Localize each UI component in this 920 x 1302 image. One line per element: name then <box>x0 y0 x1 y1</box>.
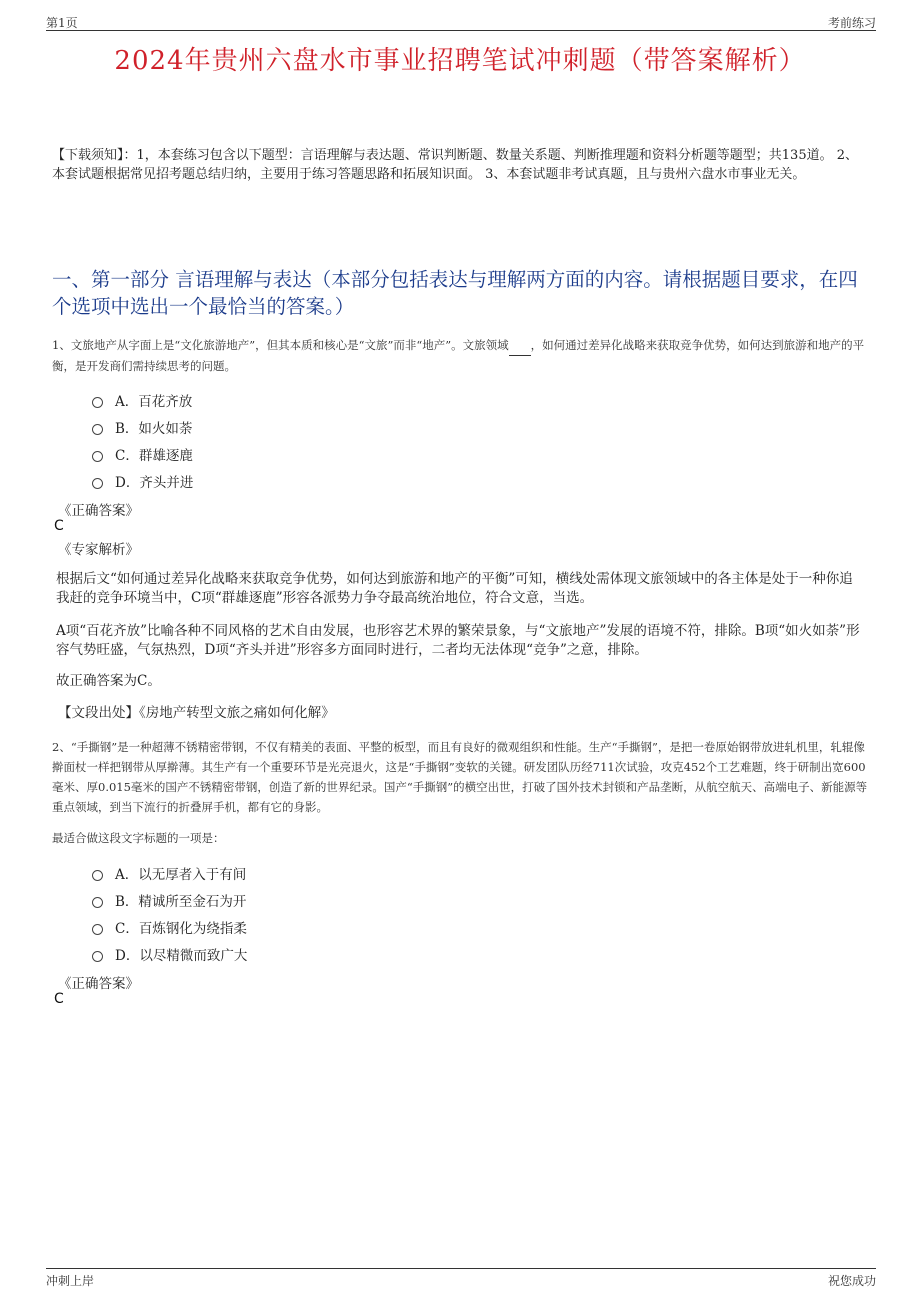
option-label: C．百炼钢化为绕指柔 <box>115 920 247 937</box>
section-heading: 一、第一部分 言语理解与表达（本部分包括表达与理解两方面的内容。请根据题目要求，在四个选项中选出一个最恰当的答案。） <box>52 268 858 318</box>
radio-icon[interactable] <box>92 478 103 489</box>
footer-left: 冲刺上岸 <box>46 1274 95 1288</box>
option-b[interactable] <box>92 886 247 913</box>
option-c[interactable] <box>92 913 247 940</box>
question-1-stem-before: 1、文旅地产从字面上是“文化旅游地产”，但其本质和核心是“文旅”而非“地产”。文旅领域 <box>52 338 509 352</box>
page-header <box>46 12 876 31</box>
radio-icon[interactable] <box>92 397 103 408</box>
radio-icon[interactable] <box>92 870 103 881</box>
radio-icon[interactable] <box>92 897 103 908</box>
analysis-paragraph-2: A项“百花齐放”比喻各种不同风格的艺术自由发展，也形容艺术界的繁荣景象，与“文旅地产”发展的语境不符，排除。B项“如火如荼”形容气势旺盛，气氛热烈，D项“齐头并进”形容多方面同时进行，二者均无法体现“竞争”之意，排除。 <box>56 623 860 658</box>
radio-icon[interactable] <box>92 451 103 462</box>
analysis-label: 《专家解析》 <box>58 542 139 558</box>
question-2-options <box>92 859 247 967</box>
option-label: B．如火如荼 <box>115 420 193 437</box>
option-a[interactable] <box>92 859 247 886</box>
option-a[interactable] <box>92 386 193 413</box>
document-title: 2024年贵州六盘水市事业招聘笔试冲刺题（带答案解析） <box>114 46 806 76</box>
page-footer <box>46 1268 876 1289</box>
option-b[interactable] <box>92 413 193 440</box>
question-2-stem: 2、“手撕钢”是一种超薄不锈精密带钢，不仅有精美的表面、平整的板型，而且有良好的微观组织和性能。生产“手撕钢”，是把一卷原始钢带放进轧机里，轧辊像擀面杖一样把钢带从厚擀薄。其生产有一个重要环节是光亮退火，这是“手撕钢”变软的关键。研发团队历经711次试验，攻克452个工艺难题，终于研制出宽600毫米、厚0.015毫米的国产不锈精密带钢，创造了新的世界纪录。国产“手撕钢”的横空出世，打破了国外技术封锁和产品垄断，从航空航天、高端电子、新能源等重点领域，到当下流行的折叠屏手机，都有它的身影。 <box>52 740 868 814</box>
answer-blank <box>509 335 531 356</box>
source-citation: 【文段出处】《房地产转型文旅之痛如何化解》 <box>58 705 335 721</box>
option-label: B．精诚所至金石为开 <box>115 893 247 910</box>
option-d[interactable] <box>92 467 193 494</box>
option-label: D．以尽精微而致广大 <box>115 947 248 964</box>
answer-value: C <box>54 518 64 534</box>
question-1-options <box>92 386 193 494</box>
question-1-stem <box>52 335 870 376</box>
radio-icon[interactable] <box>92 951 103 962</box>
header-label: 考前练习 <box>827 16 876 30</box>
option-label: A．百花齐放 <box>115 393 193 410</box>
answer-value: C <box>54 991 64 1007</box>
analysis-paragraph-3: 故正确答案为C。 <box>56 673 161 689</box>
option-d[interactable] <box>92 940 247 967</box>
option-label: C．群雄逐鹿 <box>115 447 193 464</box>
footer-right: 祝您成功 <box>827 1274 876 1288</box>
radio-icon[interactable] <box>92 424 103 435</box>
download-notice: 【下载须知】：1，本套练习包含以下题型：言语理解与表达题、常识判断题、数量关系题、判断推理题和资料分析题等题型；共135道。 2、本套试题根据常见招考题总结归纳，主要用于练习答题思路和拓展知识面。 3、本套试题非考试真题，且与贵州六盘水市事业无关。 <box>52 148 858 182</box>
option-c[interactable] <box>92 440 193 467</box>
radio-icon[interactable] <box>92 924 103 935</box>
answer-label: 《正确答案》 <box>58 976 139 992</box>
option-label: D．齐头并进 <box>115 474 194 491</box>
question-2-prompt: 最适合做这段文字标题的一项是： <box>52 831 225 845</box>
page-number: 第1页 <box>46 16 78 30</box>
option-label: A．以无厚者入于有间 <box>115 866 247 883</box>
question-1-stem-after: ，如何通过差异化战略来获取竞争优势，如何达到旅游和地产的平衡，是开发商们需持续思考的问题。 <box>52 338 865 373</box>
answer-label: 《正确答案》 <box>58 503 139 519</box>
analysis-paragraph-1: 根据后文“如何通过差异化战略来获取竞争优势，如何达到旅游和地产的平衡”可知，横线处需体现文旅领域中的各主体是处于一种你追我赶的竞争环境当中，C项“群雄逐鹿”形容各派势力争夺最高统治地位，符合文意，当选。 <box>56 571 853 606</box>
